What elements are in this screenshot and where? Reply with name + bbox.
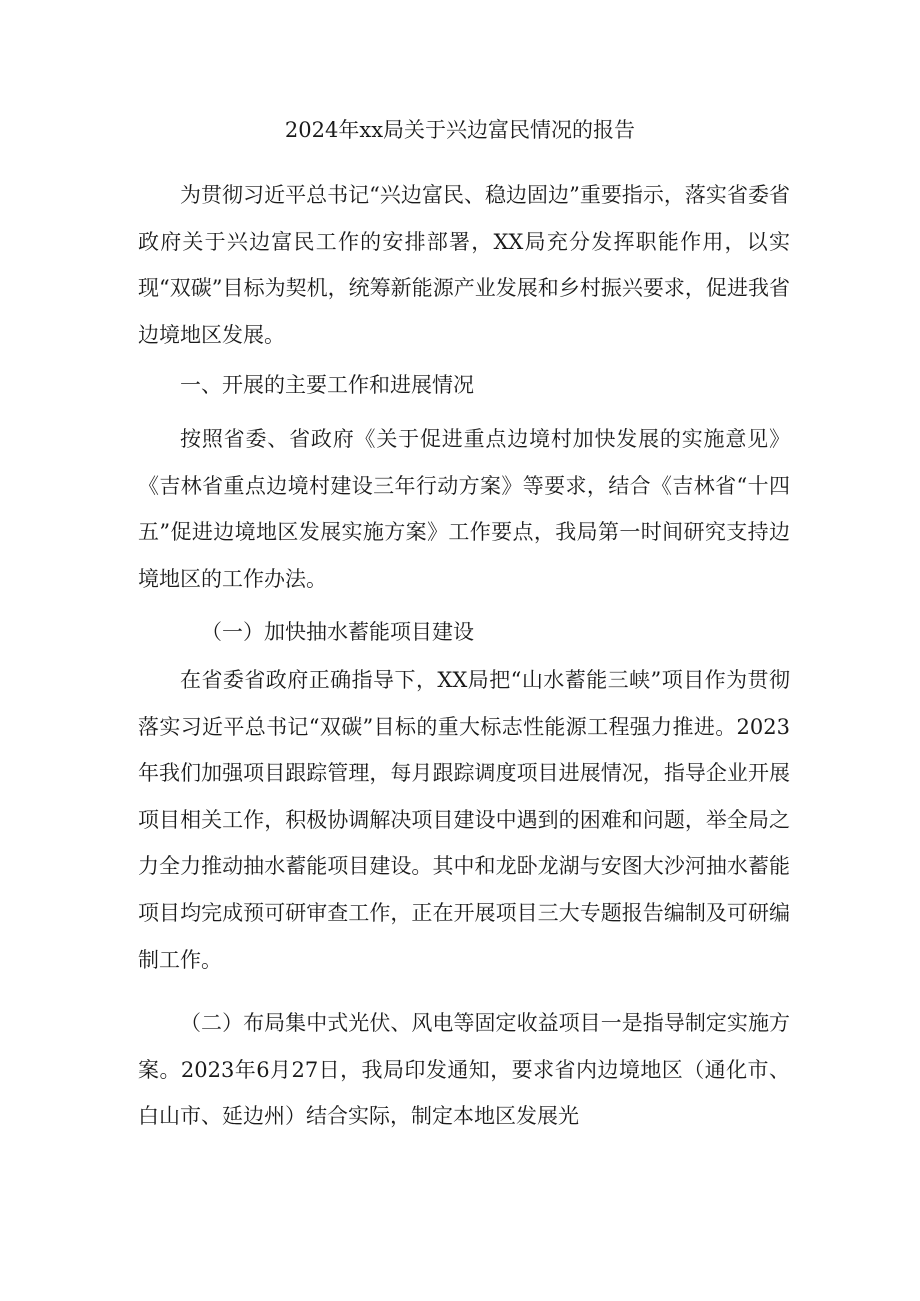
subsection-2-paragraph: （二）布局集中式光伏、风电等固定收益项目一是指导制定实施方案。2023年6月27日，我局印发通知，要求省内边境地区（通化市、白山市、延边州）结合实际，制定本地区发展光 [138, 1011, 790, 1129]
intro-paragraph: 为贯彻习近平总书记“兴边富民、稳边固边”重要指示，落实省委省政府关于兴边富民工作的安排部署，XX局充分发挥职能作用，以实现“双碳”目标为契机，统筹新能源产业发展和乡村振兴要求，促进我省边境地区发展。 [138, 183, 790, 347]
document-title: 2024年xx局关于兴边富民情况的报告 [284, 118, 636, 142]
subsection-heading-1: （一）加快抽水蓄能项目建设 [201, 620, 474, 644]
subsection-1-paragraph: 在省委省政府正确指导下，XX局把“山水蓄能三峡”项目作为贯彻落实习近平总书记“双碳”目标的重大标志性能源工程强力推进。2023年我们加强项目跟踪管理，每月跟踪调度项目进展情况，指导企业开展项目相关工作，积极协调解决项目建设中遇到的困难和问题，举全局之力全力推动抽水蓄能项目建设。其中和龙卧龙湖与安图大沙河抽水蓄能项目均完成预可研审查工作，正在开展项目三大专题报告编制及可研编制工作。 [138, 668, 790, 972]
section-heading-1: 一、开展的主要工作和进展情况 [180, 373, 474, 397]
section-1-paragraph: 按照省委、省政府《关于促进重点边境村加快发展的实施意见》《吉林省重点边境村建设三年行动方案》等要求，结合《吉林省“十四五”促进边境地区发展实施方案》工作要点，我局第一时间研究支持边境地区的工作办法。 [138, 427, 790, 591]
